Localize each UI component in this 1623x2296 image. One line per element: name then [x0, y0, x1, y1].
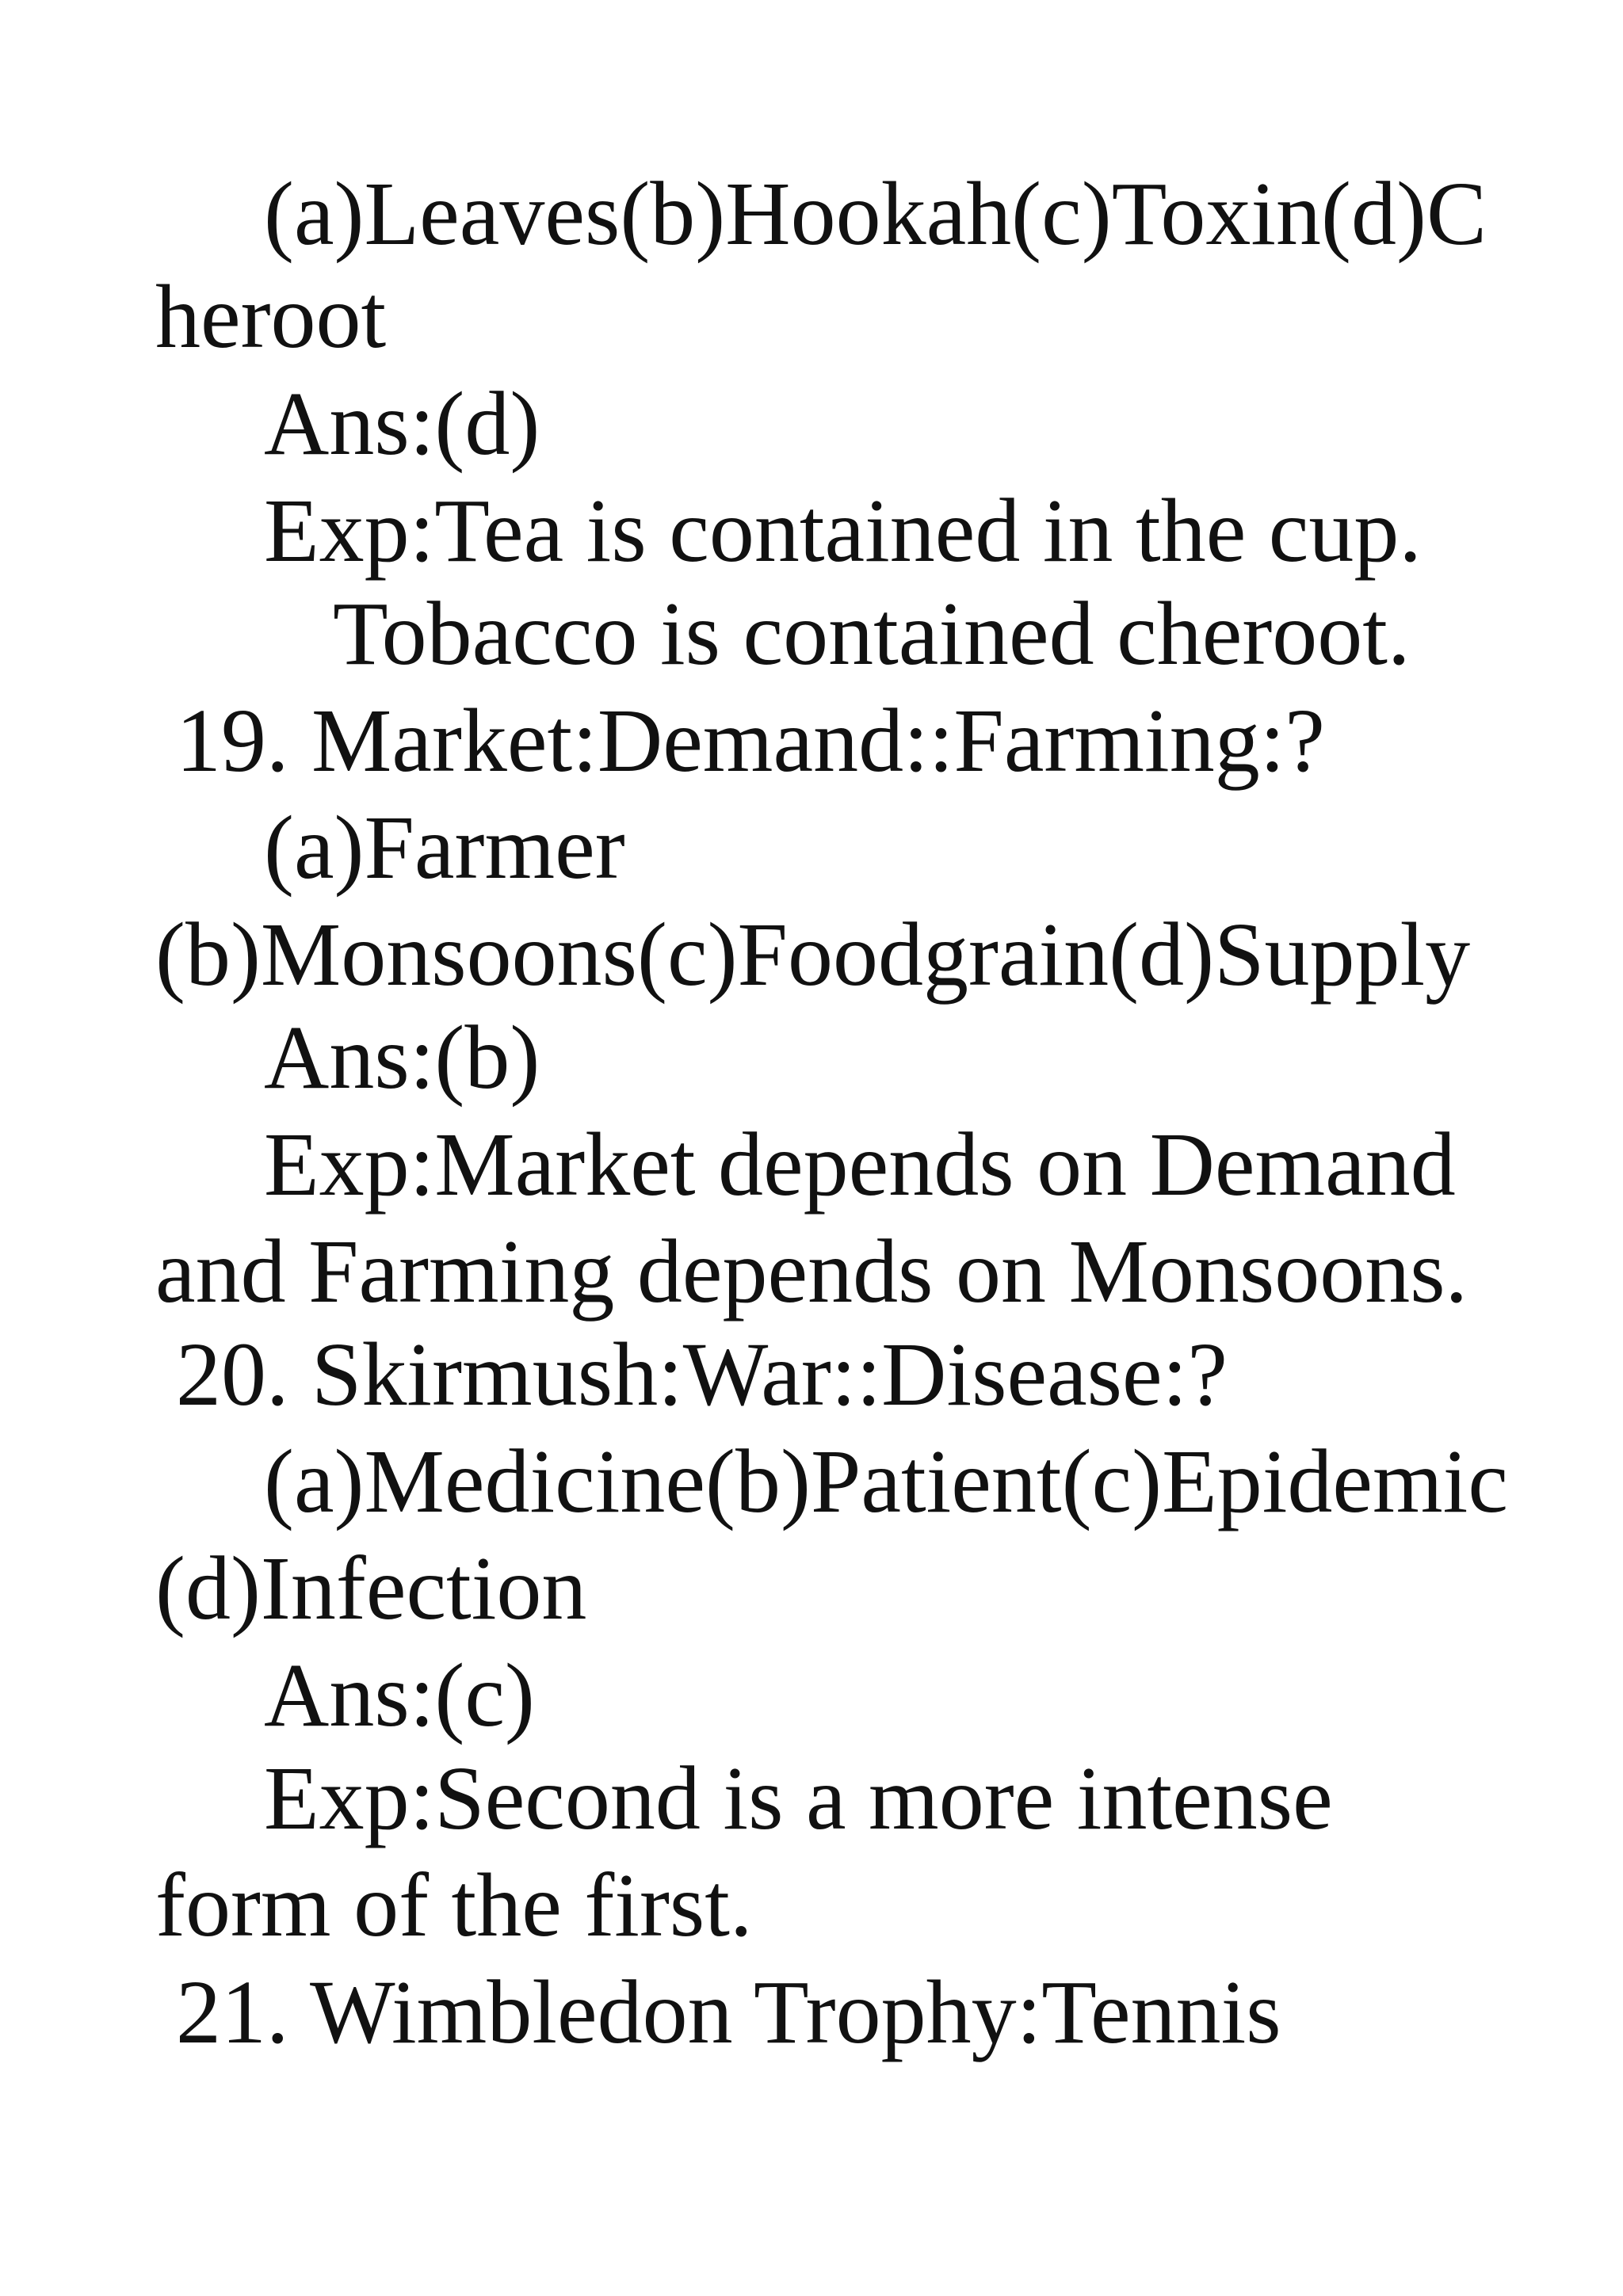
question-heading: 19. Market:Demand::Farming:?: [176, 690, 1325, 791]
explanation-line: Exp:Second is a more intense: [264, 1748, 1333, 1848]
explanation-line-continued: Tobacco is contained cheroot.: [333, 583, 1411, 684]
explanation-line: Exp:Market depends on Demand: [264, 1114, 1456, 1215]
options-line-continued: (d)Infection: [155, 1538, 587, 1638]
question-heading: 21. Wimbledon Trophy:Tennis: [176, 1962, 1281, 2062]
answer-line: Ans:(b): [264, 1007, 540, 1108]
explanation-line-continued: form of the first.: [155, 1855, 753, 1955]
options-line: (a)Farmer: [264, 797, 625, 898]
options-line-continued: heroot: [155, 266, 387, 367]
explanation-line: Exp:Tea is contained in the cup.: [264, 480, 1422, 581]
options-line: (a)Leaves(b)Hookah(c)Toxin(d)C: [264, 163, 1487, 264]
answer-line: Ans:(d): [264, 373, 540, 474]
options-line: (a)Medicine(b)Patient(c)Epidemic: [264, 1431, 1508, 1531]
answer-line: Ans:(c): [264, 1645, 535, 1745]
question-heading: 20. Skirmush:War::Disease:?: [176, 1324, 1228, 1425]
explanation-line-continued: and Farming depends on Monsoons.: [155, 1221, 1468, 1322]
options-line-continued: (b)Monsoons(c)Foodgrain(d)Supply: [155, 904, 1471, 1005]
